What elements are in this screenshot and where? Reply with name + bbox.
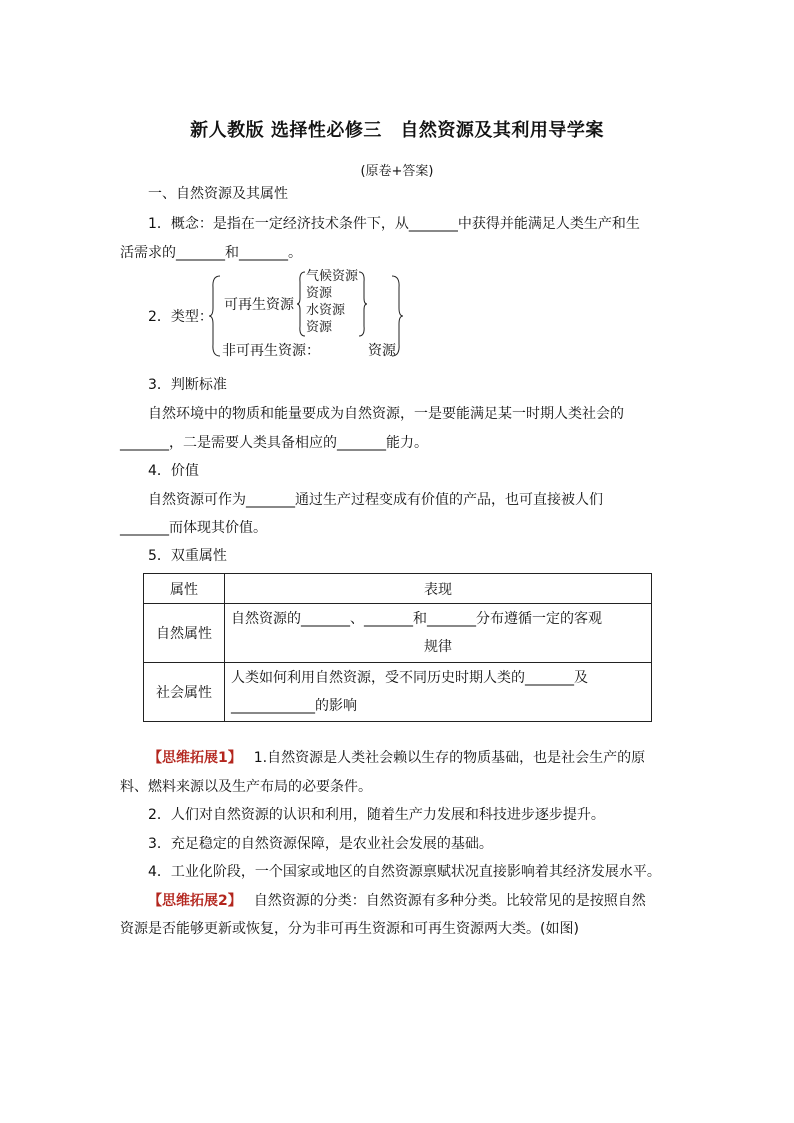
expansion2-line1	[148, 891, 646, 911]
expansion-point-2: 2．人们对自然资源的认识和利用，随着生产力发展和科技进步逐步提升。	[148, 807, 605, 823]
table-row	[144, 604, 652, 663]
expansion2-text1: 自然资源的分类：自然资源有多种分类。比较常见的是按照自然	[253, 893, 646, 909]
table-cell-desc	[225, 604, 652, 663]
expansion1-line2: 料、燃料来源以及生产布局的必要条件。	[120, 779, 372, 795]
expansion1-line1	[148, 748, 645, 768]
nonrenewable-label: 非可再生资源：	[222, 343, 320, 359]
inner-right-brace	[358, 270, 368, 338]
table-cell-desc	[225, 663, 652, 722]
expansion-point-4: 4．工业化阶段，一个国家或地区的自然资源禀赋状况直接影响着其经济发展水平。	[148, 864, 661, 880]
expansion-point-3: 3．充足稳定的自然资源保障，是农业社会发展的基础。	[148, 836, 493, 852]
item2-label: 2．类型：	[148, 309, 213, 325]
expansion1-text1: 1.自然资源是人类社会赖以生存的物质基础，也是社会生产的原	[253, 750, 646, 766]
item4-line2: _______而体现其价值。	[120, 520, 267, 536]
item5-heading: 5．双重属性	[148, 548, 227, 564]
table-cell-line1: 人类如何利用自然资源，受不同历史时期人类的_______及	[231, 670, 588, 686]
page-title: 新人教版 选择性必修三 自然资源及其利用导学案	[190, 120, 604, 141]
table-header-attribute: 属性	[144, 574, 225, 604]
inner-left-brace	[296, 270, 306, 338]
outer-left-brace	[208, 274, 222, 358]
renewable-item-blank2: 资源	[306, 320, 333, 335]
item4-line1: 自然资源可作为_______通过生产过程变成有价值的产品，也可直接被人们	[148, 492, 603, 508]
expansion2-line2: 资源是否能够更新或恢复，分为非可再生资源和可再生资源两大类。(如图)	[120, 921, 579, 937]
table-cell-line2: 规律	[424, 639, 452, 655]
renewable-item-water: 水资源	[306, 303, 346, 318]
table-cell-name: 自然属性	[144, 604, 225, 663]
item1-line1: 1．概念：是指在一定经济技术条件下，从_______中获得并能满足人类生产和生	[148, 216, 640, 232]
table-cell-line2: ____________的影响	[231, 698, 357, 714]
item4-heading: 4．价值	[148, 463, 199, 479]
item3-line2: _______，二是需要人类具备相应的_______能力。	[120, 435, 428, 451]
item3-heading: 3．判断标准	[148, 377, 227, 393]
expansion-tag-2: 【思维拓展2】	[148, 893, 242, 909]
section-heading: 一、自然资源及其属性	[148, 186, 288, 202]
attribute-table	[143, 573, 652, 722]
renewable-item-climate: 气候资源	[306, 269, 359, 284]
outer-right-brace	[390, 274, 404, 358]
table-header-row	[144, 574, 652, 604]
renewable-item-blank1: 资源	[306, 286, 333, 301]
table-row	[144, 663, 652, 722]
page-subtitle: (原卷+答案)	[360, 164, 434, 179]
nonrenewable-tail: 资源	[368, 343, 396, 359]
table-header-manifestation: 表现	[225, 574, 652, 604]
table-cell-name: 社会属性	[144, 663, 225, 722]
item1-line2: 活需求的_______和_______。	[120, 245, 302, 261]
item3-line1: 自然环境中的物质和能量要成为自然资源，一是要能满足某一时期人类社会的	[148, 406, 624, 422]
table-cell-line1: 自然资源的_______、_______和_______分布遵循一定的客观	[231, 611, 602, 627]
renewable-label: 可再生资源	[224, 297, 294, 313]
expansion-tag-1: 【思维拓展1】	[148, 750, 242, 766]
